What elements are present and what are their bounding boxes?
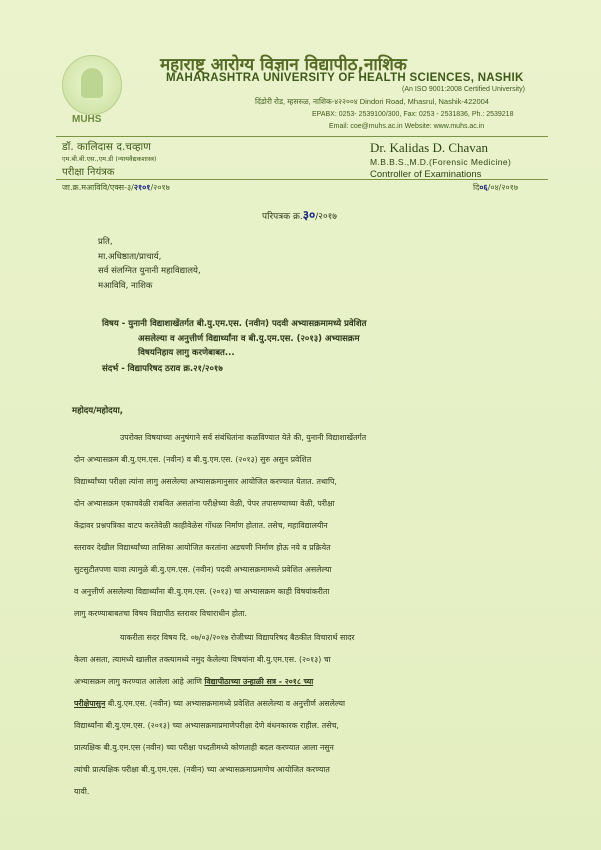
reference-number-suffix: /२०१७ — [150, 183, 170, 192]
highlighted-exam: परीक्षेपासुन — [74, 699, 106, 708]
signatory-name-marathi: डॉ. कालिदास द.चव्हाण — [62, 141, 151, 153]
reference-date-suffix: /०४/२०१७ — [487, 183, 519, 192]
addressee-line: प्रति, — [98, 237, 113, 247]
university-name-marathi: महाराष्ट्र आरोग्य विज्ञान विद्यापीठ,नाशिक — [160, 55, 407, 75]
paragraph-text: बी.यु.एम.एस. (नवीन) च्या अभ्यासक्रमामध्ये प्रवेशित असलेल्या व अनुत्तीर्ण असलेल्या — [107, 699, 346, 708]
circular-number-handwritten: ३० — [302, 208, 316, 222]
addressee-line: सर्व संलग्नित युनानी महाविद्यालये, — [98, 266, 201, 276]
university-name-english: MAHARASHTRA UNIVERSITY OF HEALTH SCIENCES, NASHIK — [166, 72, 524, 84]
university-email-website: Email: coe@muhs.ac.in Website: www.muhs.ac.in — [329, 123, 485, 130]
paragraph-text: अभ्यासक्रम लागु करण्यात आलेला आहे आणि — [74, 677, 202, 686]
paragraph-line — [74, 699, 549, 709]
reference-date — [473, 182, 518, 193]
paragraph-line: याकरीता सदर विषय दि. ०७/०३/२०१७ रोजीच्या विद्यापरिषद बैठकीत विचारार्थ सादर — [120, 633, 355, 642]
circular-number — [262, 206, 337, 223]
reference-line: संदर्भ - विद्यापरिषद ठराव क्र.२१/२०१७ — [102, 364, 223, 374]
university-logo — [62, 55, 122, 115]
paragraph-line: विद्यार्थ्यांच्या परीक्षा त्यांना लागु असलेल्या अभ्यासक्रमानुसार आयोजित करण्यात येतात. तथापि, — [74, 477, 337, 486]
university-contact: EPABX: 0253- 2539100/300, Fax: 0253 - 2531836, Ph.: 2539218 — [312, 111, 514, 118]
paragraph-line: यावी. — [74, 787, 90, 796]
reference-number — [62, 182, 170, 193]
circular-prefix: परिपत्रक क्र. — [262, 212, 303, 222]
signatory-post-english: Controller of Examinations — [370, 169, 482, 180]
iso-certification: (An ISO 9001:2008 Certified University) — [402, 86, 525, 93]
salutation: महोदय/महोदया, — [72, 406, 124, 416]
subject-line: असलेल्या व अनुत्तीर्ण विद्यार्थ्यांना व बी.यु.एम.एस. (२०१३) अभ्यासक्रम — [138, 334, 360, 344]
logo-emblem-icon — [81, 68, 103, 98]
logo-caption: MUHS — [72, 114, 102, 125]
paragraph-line: त्यांची प्रात्यक्षिक परीक्षा बी.यु.एम.एस. (नवीन) च्या अभ्यासक्रमाप्रमाणेच आयोजित करण्यात — [74, 765, 330, 774]
paragraph-line — [74, 677, 549, 687]
paragraph-line: विद्यार्थ्यांना बी.यु.एम.एस. (२०१३) च्या अभ्यासक्रमाप्रमाणेपरीक्षा देणे बंधनकारक राहील. तसेच, — [74, 721, 339, 730]
paragraph-line: प्रात्यक्षिक बी.यु.एम.एस (नवीन) च्या परीक्षा पध्दतीमध्ये कोणताही बदल करण्यात आला नसुन — [74, 743, 334, 752]
paragraph-line: दोन अभ्यासक्रम एकाचवेळी राबवित असतांना परीक्षेच्या वेळी, पेपर तपासण्याच्या वेळी, परीक्षा — [74, 499, 335, 508]
paragraph-line: उपरोक्त विषयाच्या अनुषंगाने सर्व संबंधितांना कळविण्यात येते की, युनानी विद्याशाखेंतर्गत — [120, 433, 367, 442]
paragraph-line: लागु करण्याबाबतचा विषय विद्यापीठ स्तरावर विचाराधीन होता. — [74, 609, 247, 618]
addressee-line: मआविवि, नाशिक — [98, 281, 153, 291]
addressee-line: मा.अधिष्ठाता/प्राचार्य, — [98, 252, 162, 262]
paragraph-line: केला असता, त्यामध्ये खालील तक्त्यामध्ये नमुद केलेल्या विषयांना बी.यु.एम.एस. (२०१३) चा — [74, 655, 331, 664]
paragraph-line: व अनुत्तीर्ण असलेल्या विद्यार्थ्यांना बी.यु.एम.एस. (२०१३) चा अभ्यासक्रम काही विषयांकरीता — [74, 587, 330, 596]
paragraph-line: दोन अभ्यासक्रम बी.यु.एम.एस. (नवीन) व बी.यु.एम.एस. (२०१३) सुरु असुन प्रवेशित — [74, 455, 312, 464]
signatory-divider — [56, 179, 548, 180]
signatory-name-english: Dr. Kalidas D. Chavan — [370, 140, 489, 155]
university-address: दिंडोरी रोड, म्हसरुळ, नाशिक-४२२००४ Dindori Road, Mhasrul, Nashik-422004 — [255, 97, 489, 106]
signatory-qualification-english: M.B.B.S.,M.D.(Forensic Medicine) — [370, 157, 512, 167]
reference-number-handwritten: २१०१ — [133, 183, 151, 192]
reference-number-prefix: जा.क्र.मआविवि/एक्स-३/ — [62, 183, 134, 192]
reference-date-handwritten: ०६ — [479, 183, 488, 192]
paragraph-line: स्तरावर देखील विद्यार्थ्यांच्या तासिका आयोजित करतांना अडचणी निर्माण होऊ नये व प्रक्रियेत — [74, 543, 331, 552]
signatory-qualification-marathi: एम.बी.बी.एस.,एम.डी (न्यायवैद्यकशास्त्र) — [62, 155, 157, 163]
subject-line: विषयनिहाय लागु करणेबाबत... — [138, 348, 235, 358]
header-divider — [56, 136, 548, 137]
paragraph-line: सुटसुटीतपणा यावा त्यामुळे बी.यु.एम.एस. (नवीन) पदवी अभ्यासक्रमामध्ये प्रवेशित असलेल्या — [74, 565, 332, 574]
circular-suffix: /२०१७ — [315, 212, 337, 222]
highlighted-session: विद्यापीठाच्या उन्हाळी सत्र - २०१८ च्या — [204, 677, 314, 686]
paragraph-line: केंद्रावर प्रश्नपत्रिका वाटप करतेवेळी काहीवेळेस गोंधळ निर्माण होतात. तसेच, महाविद्यालयीन — [74, 521, 328, 530]
signatory-post-marathi: परीक्षा नियंत्रक — [62, 167, 115, 178]
subject-line: विषय - युनानी विद्याशाखेंतर्गत बी.यु.एम.एस. (नवीन) पदवी अभ्यासक्रमामध्ये प्रवेशित — [102, 319, 367, 329]
reference-date-prefix: दि — [473, 183, 480, 192]
